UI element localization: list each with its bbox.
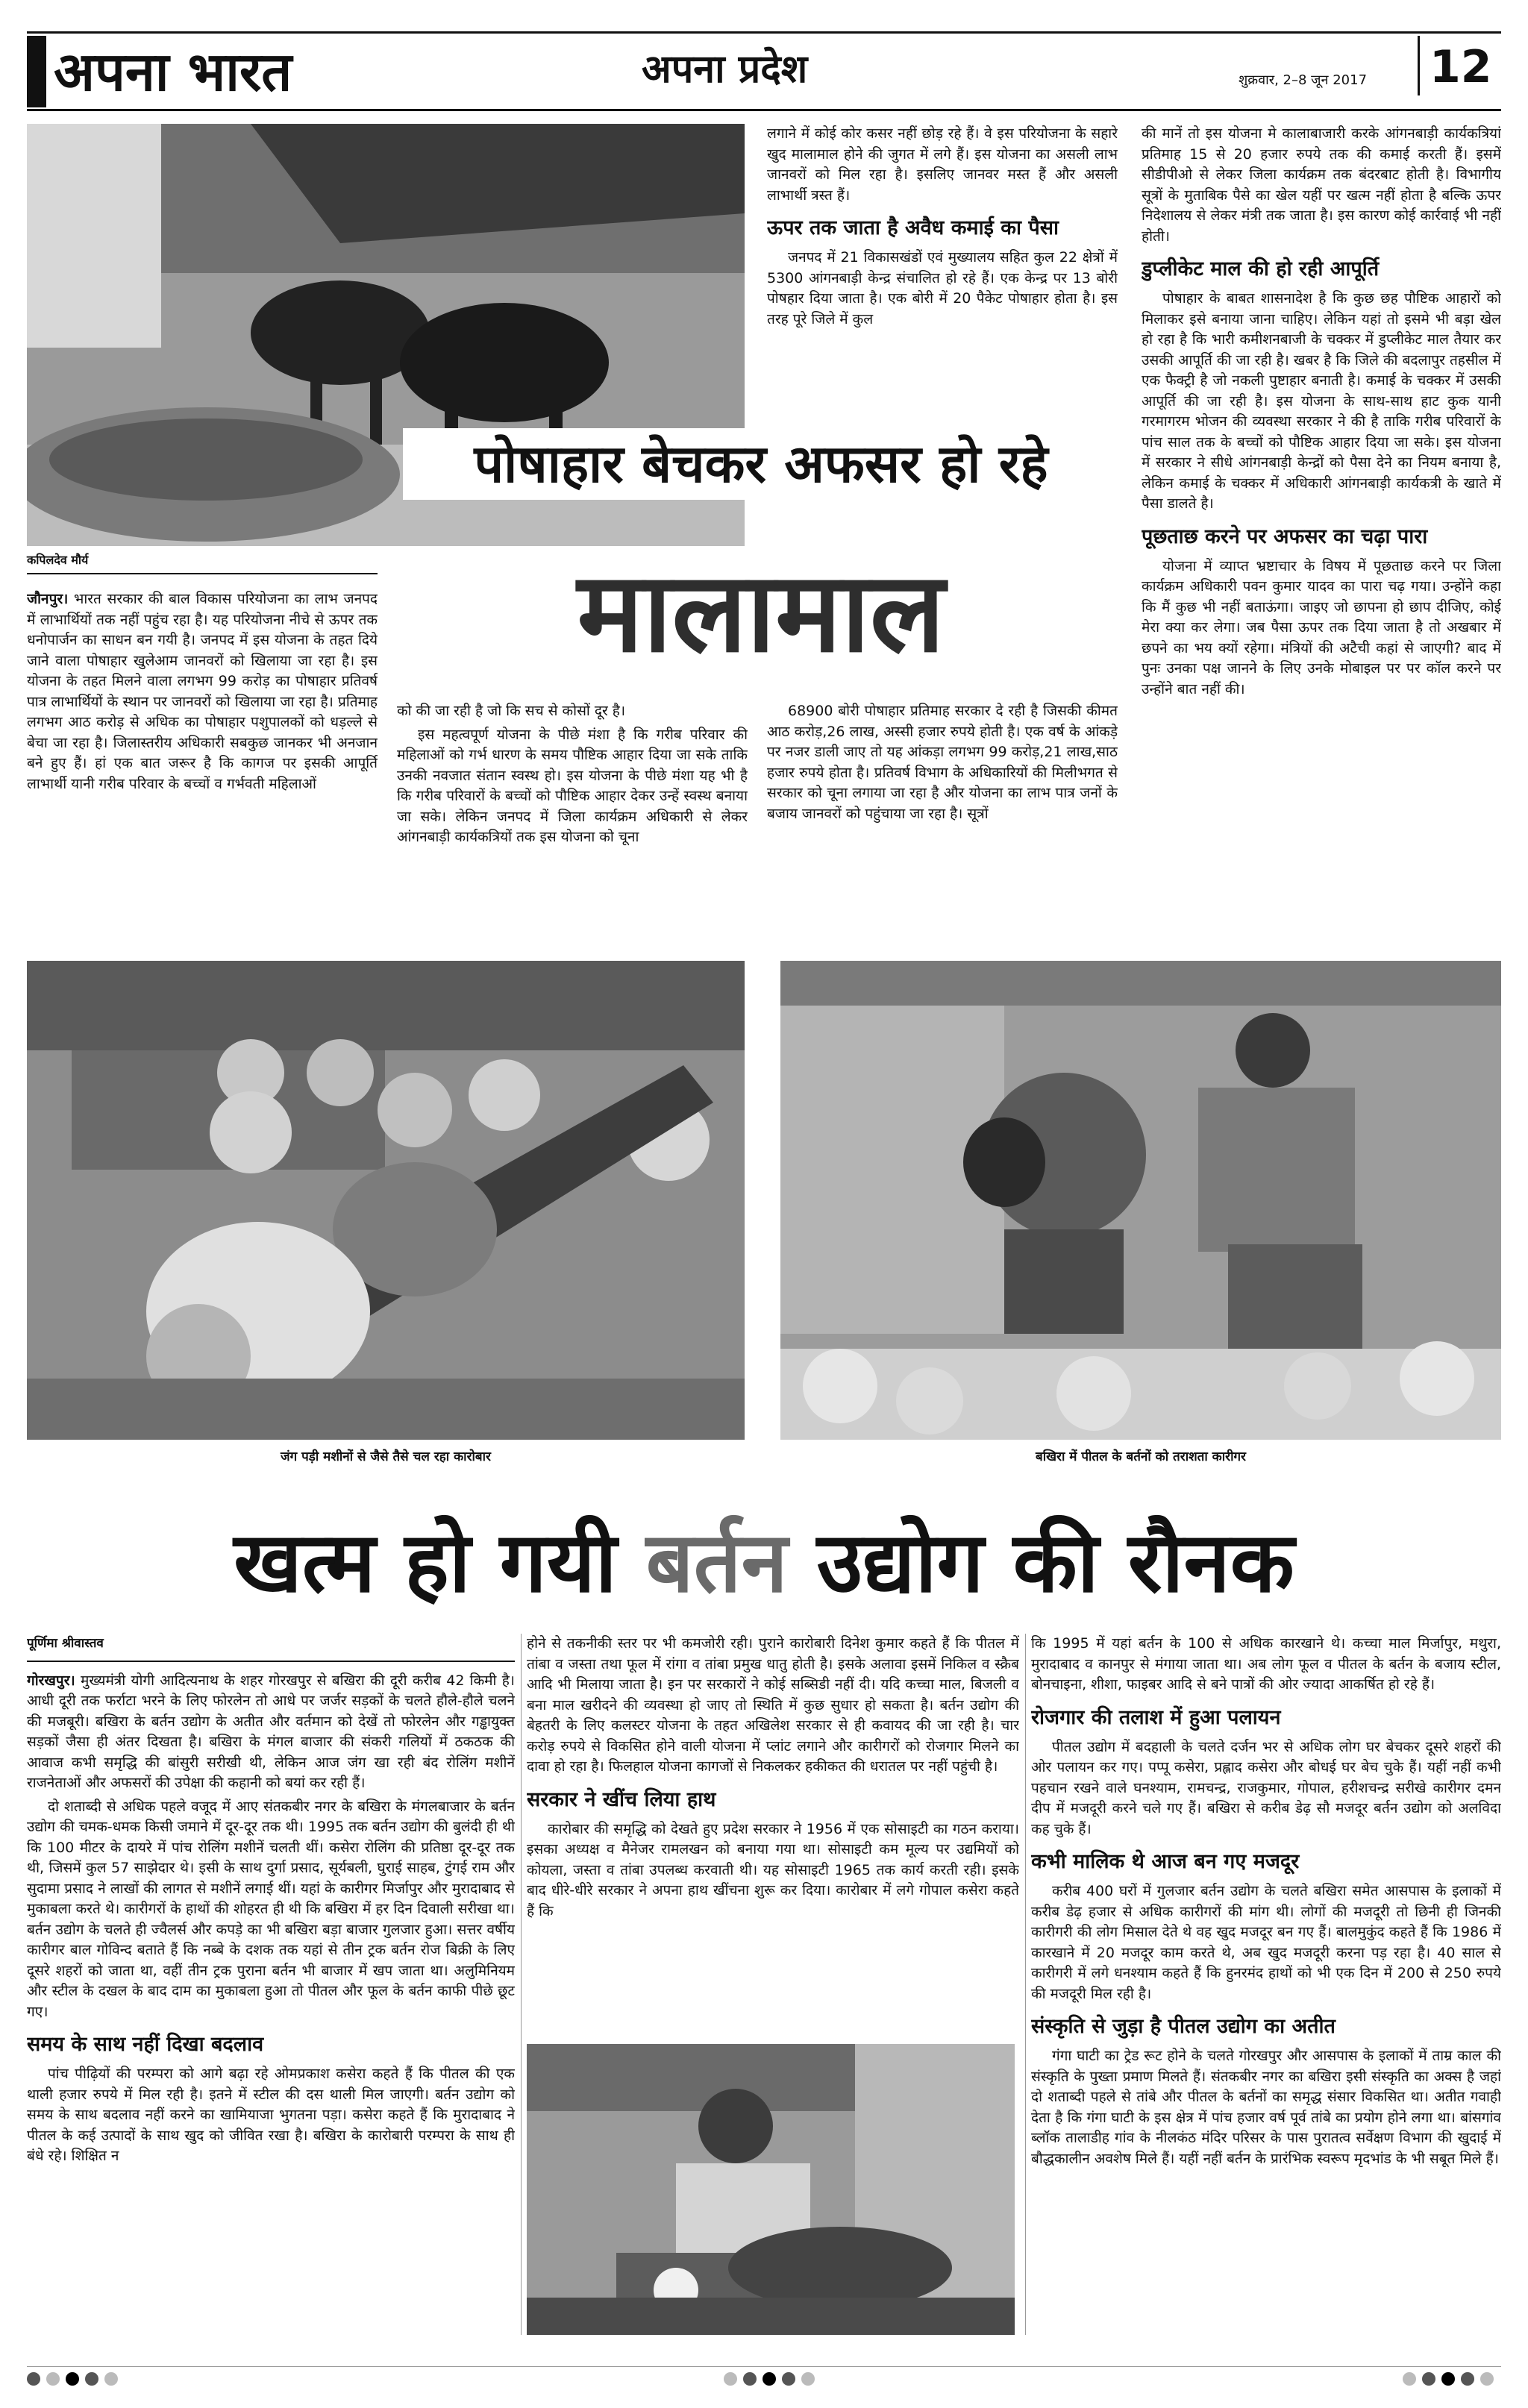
story1-col2-text-b: इस महत्वपूर्ण योजना के पीछे मंशा है कि गरीब परिवार की महिलाओं को गर्भ धारण के समय पौष्टिक आहार दिया जा सके ताकि उनकी नवजात संतान स्वस्थ हो। इस योजना के पीछे मंशा यह भी है कि गरीब परिवारों के बच्चों को पौष्टिक आहार देकर उन्हें स्वस्थ बनाया जा सके। लेकिन जनपद में जिला कार्यक्रम अधिकारी से लेकर आंगनबाड़ी कार्यकत्रियों तक इस योजना को चूना: [397, 726, 748, 845]
story1-col4-text-2: योजना में व्याप्त भ्रष्टाचार के विषय में पूछताछ करने पर जिला कार्यक्रम अधिकारी पवन कुमार यादव का पारा चढ़ गया। उन्होंने कहा कि मैं कुछ भी नहीं बताऊंगा। जाइए जो छापना हो छाप दीजिए, कोई मेरा क्या कर लेगा। जब पैसा ऊपर तक दिया जाता है तो अखबार में छपने का भय क्यों रहेगा। मंत्रियों की अटैची कहां से जाएगी? बाद में पुनः उनका पक्ष जानने के लिए उनके मोबाइल पर पर कॉल करने पर उन्होंने बात नहीं की।: [1142, 557, 1501, 697]
footer-dot: [801, 2372, 815, 2386]
story1-subhead-3: पूछताछ करने पर अफसर का चढ़ा पारा: [1142, 524, 1428, 548]
story1-column-2: [397, 701, 748, 918]
story1-col3-bottom-text: 68900 बोरी पोषाहार प्रतिमाह सरकार दे रही है जिसकी कीमत आठ करोड़,26 लाख, अस्सी हजार रुपये होती है। एक वर्ष के आंकड़े पर नजर डाली जाए तो यह आंकड़ा लगभग 99 करोड़,21 लाख,साठ हजार रुपये होता है। प्रतिवर्ष विभाग के अधिकारियों की मिलीभगत से सरकार को चूना लगाया जा रहा है और योजना का लाभ पात्र जनों के बजाय जानवरों को पहुंचाया जा रहा है। सूत्रों: [767, 703, 1118, 822]
story1-col3-top-text: लगाने में कोई कोर कसर नहीं छोड़ रहे हैं। वे इस परियोजना के सहारे खुद मालामाल होने की जुगत में लगे हैं। इस योजना का असली लाभ जानवरों को मिल रहा है। इसलिए जानवर मस्त हैं और असली लाभार्थी त्रस्त हैं।: [767, 125, 1118, 204]
story2-subhead-4: कभी मालिक थे आज बन गए मजदूर: [1031, 1850, 1300, 1873]
story1-col1-text: भारत सरकार की बाल विकास परियोजना का लाभ जनपद में लाभार्थियों तक नहीं पहुंच रहा है। यह परियोजना नीचे से ऊपर तक धनोपार्जन का साधन बन गयी है। जनपद में इस योजना के तहत दिये जाने वाला पोषाहार खुलेआम जानवरों को खिलाया जा रहा है। इस योजना के तहत मिलने वाला लगभग 99 करोड़ का पोषाहार प्रतिवर्ष पात्र लाभार्थियों के स्थान पर जानवरों को खिलाया जा रहा है। प्रतिमाह लगभग आठ करोड़ से अधिक का पोषाहार पशुपालकों को धड़ल्ले से बेचा जा रहा है। जिलास्तरीय अधिकारी सबकुछ जानकर भी अनजान बने हुए हैं। हां एक बात जरूर है कि कागज पर इसकी आपूर्ति लाभार्थी यानी गरीब परिवार के बच्चों व गर्भवती महिलाओं: [27, 591, 378, 792]
right-photo-caption: बखिरा में पीतल के बर्तनों को तराशता कारीगर: [1035, 1449, 1247, 1464]
story1-col2-text-a: को की जा रही है जो कि सच से कोसों दूर है।: [397, 703, 626, 719]
masthead-logo: अपना भारत: [54, 40, 292, 103]
footer-dots-right: [1403, 2372, 1494, 2386]
footer-dot: [724, 2372, 737, 2386]
story2-col1-p1: मुख्यमंत्री योगी आदित्यनाथ के शहर गोरखपुर से बखिरा की दूरी करीब 42 किमी है। आधी दूरी तक फर्राटा भरने के लिए फोरलेन तो आधे पर जर्जर सड़कों के चलते हौले-हौले चलने की मजबूरी। बखिरा के बर्तन उद्योग के अतीत और वर्तमान को देखें तो फोरलेन और गड्ढायुक्त सड़कों जैसा ही अंतर दिखता है। बखिरा के मंगल बाजार की संकरी गलियों में ठकठक की आवाज कभी समृद्धि की बांसुरी सरीखी थी, लेकिन आज जंग खा रही बंद रोलिंग मशीनें राजनेताओं और अफसरों की उपेक्षा की कहानी को बयां कर रही हैं।: [27, 1672, 515, 1791]
story2-col3-p2: पीतल उद्योग में बदहाली के चलते दर्जन भर से अधिक लोग घर बेचकर दूसरे शहरों की ओर पलायन कर गए। पप्पू कसेरा, प्रह्लाद कसेरा और बोधई घर बेच चुके हैं। यहीं नहीं कभी पहचान रखने वाले घनश्याम, रामचन्द्र, राजकुमार, गोपाल, हरीशचन्द्र सरीखे कारीगर दमन दीप में मजदूरी करने चले गए हैं। बखिरा से करीब डेढ़ सौ मजदूर बर्तन उद्योग को अलविदा कह चुके हैं।: [1031, 1738, 1501, 1837]
page-number-divider: [1418, 36, 1420, 95]
left-photo-caption: जंग पड़ी मशीनों से जैसे तैसे चल रहा कारोबार: [280, 1449, 491, 1464]
footer-rule: [27, 2366, 1501, 2367]
story2-headline-highlight: बर्तन: [645, 1514, 788, 1611]
footer-dot: [66, 2372, 79, 2386]
story2-subhead-2: सरकार ने खींच लिया हाथ: [527, 1787, 716, 1811]
story2-col3-p4: गंगा घाटी का ट्रेड रूट होने के चलते गोरखपुर और आसपास के इलाकों में ताम्र काल की संस्कृति के पुख्ता प्रमाण मिलते हैं। संतकबीर नगर का बखिरा इसी संस्कृति का अक्स है जहां दो शताब्दी पहले से तांबे और पीतल के बर्तनों का समृद्ध संसार विकसित था। अतीत गवाही देता है कि गंगा घाटी के इस क्षेत्र में पांच हजार वर्ष पूर्व तांबे का प्रयोग होने लगा था। बांसगांव ब्लॉक तालाडीह गांव के नीलकंठ मंदिर परिसर के पास पुरातत्व सर्वेक्षण विभाग की खुदाई में बौद्धकालीन अवशेष मिले हैं। यहीं नहीं बर्तन के प्रारंभिक स्वरूप मृदभांड के भी सबूत मिले हैं।: [1031, 2048, 1501, 2167]
story1-col4-top-text: की मानें तो इस योजना मे कालाबाजारी करके आंगनबाड़ी कार्यकत्रियां प्रतिमाह 15 से 20 हजार रुपये तक की कमाई करती हैं। इसमें सीडीपीओ से लेकर जिला कार्यक्रम तक बंदरबाट होती है। विभागीय सूत्रों के मुताबिक पैसे का खेल यहीं पर खत्म नहीं होता है बल्कि ऊपर निदेशालय से लेकर मंत्री तक जाता है। इस कारण कोई कार्रवाई भी नहीं होती।: [1142, 125, 1501, 245]
footer-dot: [46, 2372, 60, 2386]
story2-headline: [27, 1507, 1501, 1619]
story2-col3-p3: करीब 400 घरों में गुलजार बर्तन उद्योग के चलते बखिरा समेत आसपास के इलाकों में करीब डेढ़ हजार से अधिक कारीगरों की मांग थी। लोगों की मजदूरी तो छिनी ही जिनकी कारीगरी की लोग मिसाल देते थे वह खुद मजदूर बन गए हैं। बालमुकुंद कहते हैं कि 1986 में कारखाने में 20 मजदूर काम करते थे, अब खुद मजदूरी करना पड़ रहा है। 40 साल से कारीगरी में लगे धनश्याम कहते हैं कि हुनरमंद हाथों को भी एक दिन में 200 से 250 रुपये की मजदूरी मिल रही है।: [1031, 1883, 1501, 2002]
story2-headline-part1: खत्म हो गयी: [234, 1514, 646, 1611]
story1-col3-text: जनपद में 21 विकासखंडों एवं मुख्यालय सहित कुल 22 क्षेत्रों में 5300 आंगनबाड़ी केन्द्र संचालित हो रहे हैं। एक केन्द्र पर 13 बोरी पोषहार दिया जाता है। एक बोरी में 20 पैकेट पोषाहार होता है। इस तरह पूरे जिले में कुल: [767, 249, 1118, 327]
story2-col1-p3: पांच पीढ़ियों की परम्परा को आगे बढ़ा रहे ओमप्रकाश कसेरा कहते हैं कि पीतल की एक थाली हजार रुपये में मिल रही है। इतने में स्टील की दस थाली मिल जाएगी। बर्तन उद्योग को समय के साथ बदलाव नहीं करने का खामियाजा भुगतना पड़ा। कसेरा कहते हैं कि मुरादाबाद ने पीतल के कई उत्पादों के साथ खुद को जीवित रखा है। बखिरा के कारोबारी परम्परा के साथ ही बंधे रहे। शिक्षित न: [27, 2066, 515, 2164]
footer-dot: [1480, 2372, 1494, 2386]
logo-block: [27, 36, 46, 107]
story1-col4-text-1: पोषाहार के बाबत शासनादेश है कि कुछ छह पौष्टिक आहारों को मिलाकर इसे बनाया जाना चाहिए। लेकिन यहां तो इसमे भी बड़ा खेल हो रहा है कि भारी कमीशनबाजी के चक्कर में डुप्लीकेट माल तैयार कर उसकी आपूर्ति की जा रही है। खबर है कि जिले की बदलापुर तहसील में एक फैक्ट्री है जो नकली पुष्टाहार बनाती है। कमाई के चक्कर में उसकी आपूर्ति की जा रही है। इस योजना के साथ-साथ हाट कुक यानी गरमागरम भोजन की व्यवस्था सरकार ने की है ताकि गरीब परिवारों के पांच साल तक के बच्चों को पौष्टिक आहार दिया जा सके। इस योजना में सरकार ने सीधे आंगनबाड़ी केन्द्रों को पैसा देने का नियम बनाया है, लेकिन कमाई के चक्कर में अधिकारी आंगनबाड़ी कार्यकत्री के खाते में पैसा डालते है।: [1142, 290, 1501, 512]
welder-photo: [527, 2044, 1015, 2335]
photo-credit: कपिलदेव मौर्य: [27, 553, 89, 567]
dateline: जौनपुर।: [27, 591, 69, 607]
story1-column-3-bottom: [767, 701, 1118, 918]
issue-date: शुक्रवार, 2–8 जून 2017: [1239, 72, 1368, 88]
column-divider: [521, 1634, 522, 2335]
story2-column-2: [527, 1634, 1019, 2037]
footer-dot: [1461, 2372, 1474, 2386]
story2-headline-part2: उद्योग की रौनक: [787, 1514, 1294, 1611]
story1-headline-line1: पोषाहार बेचकर अफसर हो रहे: [403, 428, 1119, 500]
story1-subhead-1: ऊपर तक जाता है अवैध कमाई का पैसा: [767, 216, 1059, 239]
rolling-machine-photo: [27, 961, 745, 1440]
story1-column-1: [27, 589, 378, 918]
masthead-top-rule: [27, 31, 1501, 34]
story2-column-3: [1031, 1634, 1501, 2335]
footer-dot: [104, 2372, 118, 2386]
section-title: अपना प्रदेश: [642, 47, 808, 92]
story1-headline-line2: मालामाल: [577, 547, 945, 677]
photo-credit-rule: [27, 573, 378, 574]
story1-column-3-top: [767, 124, 1118, 422]
craftsman-photo: [780, 961, 1501, 1440]
footer-dot: [1441, 2372, 1455, 2386]
story2-column-1: [27, 1634, 515, 2335]
footer-dots-left: [27, 2372, 118, 2386]
page-number: 12: [1430, 41, 1492, 93]
story2-subhead-1: समय के साथ नहीं दिखा बदलाव: [27, 2033, 264, 2056]
story2-col2-p1: होने से तकनीकी स्तर पर भी कमजोरी रही। पुराने कारोबारी दिनेश कुमार कहते हैं कि पीतल में तांबा व जस्ता तथा फूल में रांगा व तांबा प्रमुख धातु होती है। इसके अलावा इसमें निकिल व स्क्रैब आदि भी मिलाया जाता है। इन पर सरकारों ने कोई सब्सिडी नहीं दी। यदि कच्चा माल, बिजली व बना माल खरीदने की व्यवस्था हो जाए तो स्थिति में कुछ सुधार हो सकता है। बर्तन उद्योग की बेहतरी के लिए कलस्टर योजना के तहत अखिलेश सरकार से ही कवायद की जा रही है। चार करोड़ रुपये से विकसित होने वाली योजना में प्लांट लगाने और कारीगरों को रोजगार मिलने का दावा हो रहा है। फिलहाल योजना कागजों से निकलकर हकीकत की धरातल पर नहीं पहुंची है।: [527, 1635, 1019, 1775]
story2-col1-p2: दो शताब्दी से अधिक पहले वजूद में आए संतकबीर नगर के बखिरा के मंगलबाजार के बर्तन उद्योग की चमक-धमक किसी जमाने में दूर-दूर तक थी। 1995 तक बर्तन उद्योग की बुलंदी ही थी कि 100 मीटर के दायरे में पांच रोलिंग मशीनें चलती थीं। कसेरा रोलिंग की प्रतिष्ठा दूर-दूर तक थी, जिसमें कुल 57 साझेदार थे। इसी के साथ दुर्गा प्रसाद, सूर्यबली, घुराई साहब, टुंगई राम और सुदामा प्रसाद ने लाखों की लागत से मशीनें लगाई थीं। यहां के कारीगर मिर्जापुर और मुरादाबाद से मुकाबला करते थे। कारीगरों के हाथों की शोहरत ही थी कि बखिरा में हर दिन दिवाली सरीखा था। बर्तन उद्योग के चलते ही ज्वैलर्स और कपड़े का भी बखिरा बड़ा बाजार गुलजार हुआ। सत्तर वर्षीय कारीगर बाल गोविन्द बताते हैं कि नब्बे के दशक तक यहां से तीन ट्रक बर्तन रोज बिक्री के लिए दूसरे शहरों को जाता था, वहीं तीन ट्रक पुराना बर्तन भी बाजार में खप जाता था। अलुमिनियम और स्टील के दखल के बाद दाम का मुकाबला हुआ तो पीतल और फूल के बर्तन काफी पीछे छूट गए।: [27, 1798, 515, 2020]
footer-dot: [1403, 2372, 1416, 2386]
story1-subhead-2: डुप्लीकेट माल की हो रही आपूर्ति: [1142, 257, 1380, 280]
story2-dateline: गोरखपुर।: [27, 1672, 75, 1689]
story1-column-4: [1142, 124, 1501, 918]
footer-dot: [1422, 2372, 1435, 2386]
story2-col2-p2: कारोबार की समृद्धि को देखते हुए प्रदेश सरकार ने 1956 में एक सोसाइटी का गठन कराया। इसका अध्यक्ष व मैनेजर रामलखन को बनाया गया था। सोसाइटी कम मूल्य पर उद्यमियों को कोयला, जस्ता व तांबा उपलब्ध करवाती थी। यह सोसाइटी 1965 तक कार्य करती रही। इसके बाद धीरे-धीरे सरकार ने अपना हाथ खींचना शुरू कर दिया। कारोबार में लगे गोपाल कसेरा कहते हैं कि: [527, 1820, 1019, 1919]
footer-dots-center: [724, 2372, 815, 2386]
footer-dot: [763, 2372, 776, 2386]
masthead-bottom-rule: [27, 109, 1501, 111]
footer-dot: [743, 2372, 757, 2386]
footer-dot: [85, 2372, 98, 2386]
footer-dot: [27, 2372, 40, 2386]
column-divider: [1025, 1634, 1026, 2335]
byline: पूर्णिमा श्रीवास्तव: [27, 1634, 515, 1662]
story2-col3-p1: कि 1995 में यहां बर्तन के 100 से अधिक कारखाने थे। कच्चा माल मिर्जापुर, मथुरा, मुरादाबाद व कानपुर से मंगाया जाता था। अब लोग फूल व पीतल के बर्तन के बजाय स्टील, बोनचाइना, शीशा, फाइबर आदि से बने पात्रों की ओर ज्यादा आकर्षित हो रहे हैं।: [1031, 1635, 1501, 1693]
story2-subhead-3: रोजगार की तलाश में हुआ पलायन: [1031, 1705, 1281, 1729]
story2-subhead-5: संस्कृति से जुड़ा है पीतल उद्योग का अतीत: [1031, 2015, 1336, 2038]
footer-dot: [782, 2372, 795, 2386]
